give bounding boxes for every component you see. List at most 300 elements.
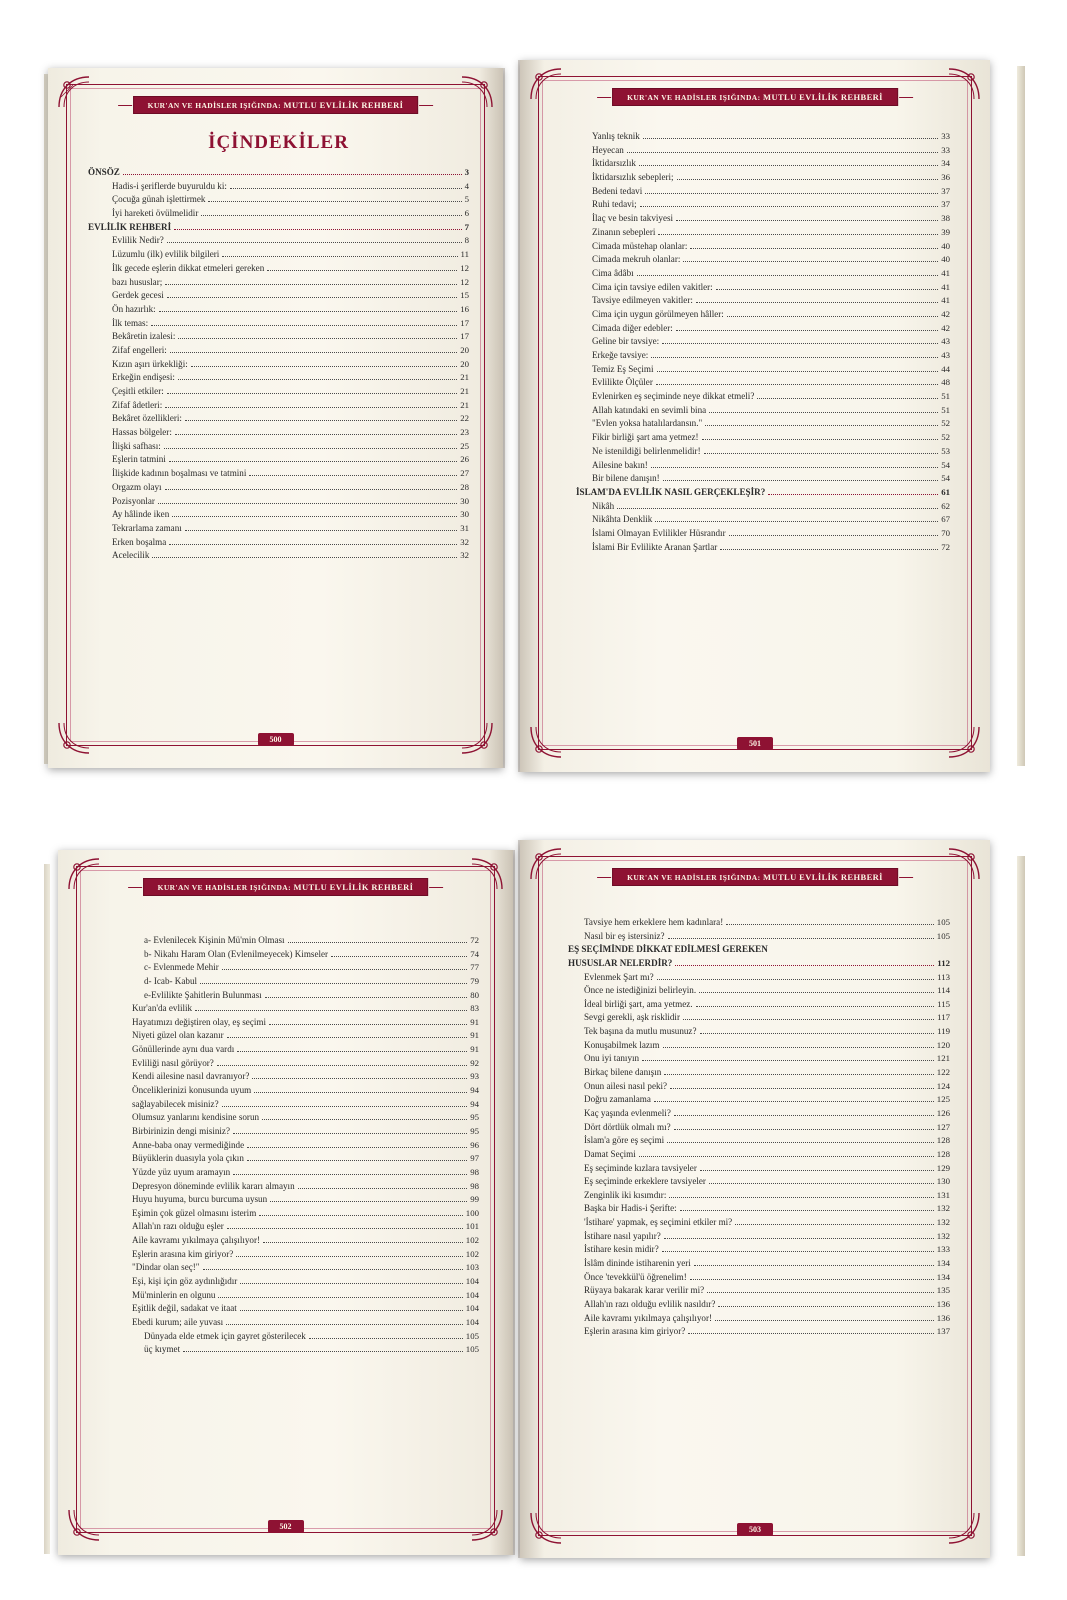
toc-entry[interactable] [560,1177,950,1186]
toc-leader-dots [657,365,939,372]
toc-entry-page: 72 [470,936,479,945]
toc-leader-dots [696,296,938,303]
toc-entry-label: Fikir birliği şart ama yetmez! [592,432,699,443]
toc-entry-page: 122 [936,1067,950,1078]
toc-entry[interactable] [88,401,469,410]
toc-entry-label: Kur'an'da evlilik [132,1003,193,1014]
toc-entry[interactable] [108,950,479,959]
toc-entry[interactable] [560,1013,950,1022]
toc-entry-label: Ebedi kurum; aile yuvası [132,1316,224,1327]
toc-entry[interactable] [568,502,950,511]
toc-leader-dots [696,1000,935,1007]
toc-entry-label: b- Nikahı Haram Olan (Evlenilmeyecek) Kimseler [144,948,329,959]
toc-entry[interactable] [108,1141,479,1150]
toc-entry[interactable] [560,959,950,968]
toc-entry[interactable] [88,278,469,287]
toc-entry[interactable] [88,455,469,464]
toc-entry[interactable] [88,360,469,369]
toc-entry[interactable] [108,1154,479,1163]
toc-leader-dots [123,168,462,175]
toc-entry-label: Allah katındaki en sevimli bina [592,404,707,415]
toc-entry[interactable] [568,365,950,374]
book-page-503 [520,840,990,1558]
toc-entry-label: Niyeti güzel olan kazanır [132,1030,224,1041]
toc-entry-label: a- Evlenilecek Kişinin Mü'min Olması [144,936,285,945]
toc-entry[interactable] [108,1304,479,1313]
toc-leader-dots [247,1154,467,1161]
toc-entry-label: Bedeni tedavi [592,185,643,196]
toc-entry-page: 96 [470,1139,479,1150]
toc-entry-label: Birbirinizin dengi misiniz? [132,1125,230,1136]
toc-leader-dots [152,551,457,558]
toc-entry-page: 17 [460,331,469,342]
toc-leader-dots [298,1182,468,1189]
toc-entry[interactable] [568,146,950,155]
toc-entry[interactable] [108,1277,479,1286]
toc-entry[interactable] [560,1027,950,1036]
toc-entry-page: 132 [936,1203,950,1214]
toc-entry[interactable] [568,515,950,524]
toc-entry-page: 104 [465,1289,479,1300]
toc-entry-page: 33 [941,132,950,141]
toc-leader-dots [159,305,458,312]
toc-entry-page: 121 [936,1053,950,1064]
toc-entry-label: Dünyada elde etmek için gayret gösterilecek [144,1330,306,1341]
toc-entry-page: 17 [460,317,469,328]
toc-list-page-500 [88,168,469,560]
toc-entry-page: 133 [936,1244,950,1255]
toc-entry[interactable] [568,228,950,237]
toc-entry[interactable] [560,1150,950,1159]
toc-entry-page: 104 [465,1316,479,1327]
toc-entry-page: 130 [936,1176,950,1187]
toc-entry-page: 25 [460,440,469,451]
toc-entry-label: Önce ne istediğinizi belirleyin. [584,985,697,996]
toc-leader-dots [200,977,467,984]
toc-entry-label: İSLAM'DA EVLİLİK NASIL GERÇEKLEŞİR? [576,486,766,497]
toc-entry[interactable] [88,387,469,396]
toc-entry-page: 114 [937,985,950,996]
corner-ornament-icon [57,75,91,109]
toc-entry[interactable] [88,291,469,300]
toc-entry[interactable] [108,1031,479,1040]
corner-ornament-icon [529,67,563,101]
toc-entry[interactable] [568,419,950,428]
toc-entry[interactable] [108,1168,479,1177]
running-head-sub: MUTLU EVLİLİK REHBERİ [763,872,883,882]
toc-leader-dots [729,529,939,536]
toc-entry[interactable] [108,1127,479,1136]
toc-entry-label: Cima için tavsiye edilen vakitler: [592,281,713,292]
toc-leader-dots [265,991,468,998]
running-head [612,868,898,886]
toc-entry[interactable] [568,392,950,401]
toc-entry[interactable] [108,991,479,1000]
toc-entry-page: 43 [941,350,950,360]
toc-entry[interactable] [560,1068,950,1077]
toc-entry-label: İdeal birliği şart, ama yetmez. [584,998,693,1009]
toc-leader-dots [757,392,938,399]
toc-leader-dots [262,1113,467,1120]
toc-entry[interactable] [88,414,469,423]
toc-entry[interactable] [560,1095,950,1104]
toc-entry[interactable] [560,1327,950,1336]
toc-entry-page: 105 [936,918,950,927]
toc-entry-page: 83 [470,1003,479,1014]
toc-entry-page: 119 [937,1026,950,1037]
running-head-main: KUR'AN VE HADİSLER IŞIĞINDA: [627,93,761,102]
toc-entry-page: 95 [470,1112,479,1123]
toc-entry[interactable] [108,1086,479,1095]
toc-leader-dots [165,278,457,285]
toc-entry-page: 11 [460,249,469,260]
toc-entry[interactable] [568,488,950,497]
toc-entry-label: Başka bir Hadis-i Şerifte: [584,1203,677,1214]
toc-leader-dots [662,337,938,344]
toc-entry[interactable] [560,986,950,995]
toc-entry[interactable] [560,1259,950,1268]
toc-leader-dots [677,173,939,180]
toc-entry[interactable] [560,1314,950,1323]
toc-entry-page: 12 [460,276,469,287]
toc-entry[interactable] [560,1082,950,1091]
toc-leader-dots [639,1150,934,1157]
toc-entry[interactable] [568,543,950,552]
toc-list-page-502 [108,936,479,1354]
toc-entry-label: Aile kavramı yıkılmaya çalışılıyor! [584,1312,713,1323]
toc-list-page-503 [560,918,950,1336]
toc-entry[interactable] [568,406,950,415]
toc-entry-label: Eşlerin tatmini [112,454,166,465]
toc-entry[interactable] [560,1218,950,1227]
toc-leader-dots [331,950,467,957]
toc-entry[interactable] [560,918,950,927]
page-title: İÇİNDEKİLER [208,132,349,153]
toc-leader-dots [201,209,461,216]
corner-ornament-icon [947,725,981,759]
toc-entry[interactable] [88,538,469,547]
running-head-sub: MUTLU EVLİLİK REHBERİ [283,100,404,110]
toc-entry[interactable] [108,1209,479,1218]
toc-leader-dots [664,1068,934,1075]
toc-leader-dots [175,428,457,435]
toc-entry[interactable] [568,255,950,264]
toc-entry-page: 20 [460,358,469,369]
toc-entry[interactable] [568,173,950,182]
toc-leader-dots [185,524,457,531]
toc-entry[interactable] [108,1318,479,1327]
toc-entry[interactable] [560,1109,950,1118]
toc-entry-label: Cima âdâbı [592,267,634,278]
toc-entry[interactable] [568,447,950,456]
toc-leader-dots [694,1259,934,1266]
toc-leader-dots [240,1304,463,1311]
toc-entry[interactable] [88,236,469,245]
toc-entry[interactable] [560,1245,950,1254]
toc-entry-page: 22 [460,413,469,424]
toc-leader-dots [720,543,938,550]
toc-leader-dots [172,510,457,517]
toc-leader-dots [195,1004,467,1011]
toc-leader-dots [254,1086,467,1093]
toc-entry[interactable] [108,1018,479,1027]
toc-entry[interactable] [560,1300,950,1309]
toc-entry[interactable] [568,433,950,442]
toc-entry-page: 61 [941,486,950,497]
toc-leader-dots [707,1286,934,1293]
toc-entry[interactable] [560,1164,950,1173]
book-page-500 [48,68,503,768]
toc-entry[interactable] [108,1059,479,1068]
toc-entry-label: Zenginlik iki kısımdır: [584,1189,667,1200]
toc-entry[interactable] [568,242,950,251]
toc-entry[interactable] [568,337,950,346]
toc-leader-dots [658,228,938,235]
toc-leader-dots [233,1168,467,1175]
toc-entry-page: 5 [464,194,469,205]
toc-entry[interactable] [88,332,469,341]
toc-entry[interactable] [108,1263,479,1272]
toc-entry[interactable] [108,1072,479,1081]
toc-entry[interactable] [568,214,950,223]
toc-entry-label: Zifaf âdetleri: [112,399,163,410]
toc-entry-page: 128 [936,1135,950,1146]
toc-entry-label: Cimada mekruh olanlar: [592,254,681,265]
toc-entry[interactable] [108,1182,479,1191]
toc-entry[interactable] [108,1332,479,1341]
toc-entry[interactable] [560,1232,950,1241]
toc-entry-label: Anne-baba onay vermediğinde [132,1139,245,1150]
toc-entry[interactable] [108,963,479,972]
toc-entry[interactable] [568,474,950,483]
toc-entry[interactable] [108,1222,479,1231]
corner-ornament-icon [460,75,494,109]
toc-entry-label: Kızın aşırı ürkekliği: [112,358,188,369]
toc-entry[interactable] [88,373,469,382]
toc-entry-page: 32 [460,536,469,547]
toc-entry[interactable] [560,1191,950,1200]
toc-entry[interactable] [108,977,479,986]
toc-entry-label: EŞ SEÇİMİNDE DİKKAT EDİLMESİ GEREKEN [568,944,768,955]
toc-entry-page: 128 [936,1148,950,1159]
toc-entry-label: Tavsiye hem erkeklere hem kadınlara! [584,918,724,927]
toc-entry[interactable] [88,497,469,506]
toc-entry[interactable] [560,1054,950,1063]
toc-entry-page: 95 [470,1125,479,1136]
toc-entry[interactable] [88,250,469,259]
toc-entry[interactable] [88,483,469,492]
toc-entry[interactable] [108,1004,479,1013]
toc-leader-dots [627,146,938,153]
toc-leader-dots [151,319,457,326]
toc-entry[interactable] [560,1204,950,1213]
page-edge-stack-left [44,864,50,1554]
toc-entry-page: 37 [941,199,950,210]
toc-entry[interactable] [108,1236,479,1245]
toc-entry[interactable] [88,264,469,273]
toc-entry-label: Eşlerin arasına kim giriyor? [584,1326,686,1337]
book-page-501 [520,60,990,772]
toc-leader-dots [222,963,467,970]
toc-entry-label: Temiz Eş Seçimi [592,363,654,374]
toc-entry[interactable] [108,1291,479,1300]
toc-entry-label: Pozisyonlar [112,495,155,506]
toc-leader-dots [167,236,462,243]
toc-entry-label: Çeşitli etkiler: [112,386,164,396]
toc-entry[interactable] [560,1000,950,1009]
toc-entry[interactable] [88,442,469,451]
toc-entry-page: 4 [464,180,469,191]
toc-leader-dots [178,373,457,380]
toc-leader-dots [700,1164,934,1171]
toc-entry[interactable] [560,945,950,954]
toc-entry-page: 41 [941,267,950,278]
toc-entry-label: "Evlen yoksa hatalılardansın." [592,418,703,429]
toc-entry[interactable] [568,132,950,141]
toc-entry-label: Cima için uygun görülmeyen hâller: [592,308,724,319]
toc-entry[interactable] [560,1136,950,1145]
toc-entry-page: 105 [936,930,950,941]
toc-leader-dots [670,1082,934,1089]
toc-entry-label: Ruhi tedavi; [592,199,637,210]
toc-entry[interactable] [88,428,469,437]
toc-entry-page: 41 [941,281,950,292]
toc-entry[interactable] [568,296,950,305]
toc-entry[interactable] [568,159,950,168]
toc-leader-dots [158,497,457,504]
toc-entry-label: Önceliklerinizi konusunda uyum [132,1085,252,1096]
toc-entry[interactable] [560,1041,950,1050]
toc-entry-label: Kendi ailesine nasıl davranıyor? [132,1071,250,1082]
toc-entry-page: 91 [470,1044,479,1055]
toc-entry-label: İslâm dininde istiharenin yeri [584,1258,691,1269]
toc-entry[interactable] [568,529,950,538]
toc-entry[interactable] [88,209,469,218]
toc-entry[interactable] [568,200,950,209]
toc-leader-dots [167,291,457,298]
toc-entry[interactable] [568,378,950,387]
toc-entry[interactable] [88,195,469,204]
toc-leader-dots [716,283,938,290]
toc-entry[interactable] [88,223,469,232]
toc-entry[interactable] [88,510,469,519]
toc-entry[interactable] [88,524,469,533]
toc-entry-page: 132 [936,1230,950,1241]
toc-entry[interactable] [568,187,950,196]
toc-entry-page: 7 [464,221,469,232]
toc-entry-label: İlk gecede eşlerin dikkat etmeleri gereken [112,262,265,273]
toc-entry[interactable] [560,973,950,982]
toc-entry[interactable] [560,932,950,941]
toc-entry[interactable] [108,936,479,945]
toc-entry-page: 54 [941,459,950,470]
toc-leader-dots [236,1250,463,1257]
toc-entry-page: 136 [936,1298,950,1309]
toc-entry[interactable] [88,469,469,478]
toc-entry-label: Heyecan [592,144,624,155]
toc-entry-page: 125 [936,1094,950,1105]
toc-entry[interactable] [88,182,469,191]
toc-leader-dots [699,986,934,993]
toc-entry[interactable] [560,1286,950,1295]
toc-entry-label: Eşitlik değil, sadakat ve itaat [132,1303,237,1314]
toc-entry[interactable] [568,283,950,292]
toc-entry-page: 39 [941,226,950,237]
toc-entry-page: 12 [460,262,469,273]
toc-entry-label: Ay hâlinde iken [112,509,170,520]
toc-entry[interactable] [88,346,469,355]
toc-leader-dots [709,406,938,413]
toc-entry-label: Rüyaya bakarak karar verilir mi? [584,1285,705,1296]
toc-entry-page: 15 [460,290,469,301]
toc-entry[interactable] [568,351,950,360]
toc-entry-page: 26 [460,454,469,465]
toc-leader-dots [637,269,939,276]
toc-entry-label: EVLİLİK REHBERİ [88,221,172,232]
toc-entry[interactable] [108,1250,479,1259]
toc-entry[interactable] [108,1345,479,1354]
toc-entry-label: Cimada diğer edebler: [592,322,673,333]
toc-leader-dots [709,1177,934,1184]
running-head [143,878,429,896]
toc-entry-page: 72 [941,541,950,552]
toc-entry[interactable] [108,1195,479,1204]
toc-leader-dots [702,433,939,440]
toc-entry-label: Ailesine bakın! [592,459,648,470]
toc-entry-label: ÖNSÖZ [88,167,120,177]
toc-leader-dots [655,515,938,522]
toc-leader-dots [643,132,938,139]
toc-entry[interactable] [568,461,950,470]
toc-entry[interactable] [88,319,469,328]
toc-entry-label: c- Evlenmede Mehir [144,962,219,973]
toc-entry-page: 41 [941,295,950,306]
toc-entry[interactable] [560,1123,950,1132]
toc-entry[interactable] [88,168,469,177]
toc-entry-label: Zinanın sebepleri [592,226,656,237]
toc-entry[interactable] [88,551,469,560]
toc-entry-page: 102 [465,1248,479,1259]
toc-entry[interactable] [560,1273,950,1282]
toc-entry-page: 34 [941,158,950,169]
toc-entry-label: Bir bilene danışın! [592,473,660,484]
toc-entry[interactable] [568,310,950,319]
toc-leader-dots [645,187,938,194]
toc-entry[interactable] [108,1113,479,1122]
toc-entry-page: 20 [460,344,469,355]
toc-leader-dots [683,1013,934,1020]
toc-entry[interactable] [568,269,950,278]
toc-entry-label: Birkaç bilene danışın [584,1067,662,1078]
toc-entry-label: e-Evlilikte Şahitlerin Bulunması [144,989,262,1000]
toc-leader-dots [263,1236,463,1243]
toc-entry-page: 126 [936,1107,950,1118]
toc-leader-dots [178,332,457,339]
toc-entry-page: 21 [460,386,469,396]
toc-entry-label: Huyu huyuma, burcu burcuma uysun [132,1194,268,1205]
running-head-main: KUR'AN VE HADİSLER IŞIĞINDA: [157,883,291,892]
toc-entry[interactable] [568,324,950,333]
toc-entry[interactable] [108,1045,479,1054]
toc-leader-dots [218,1291,462,1298]
toc-entry-label: "Dindar olan seç!" [132,1262,200,1273]
toc-entry[interactable] [108,1100,479,1109]
toc-entry[interactable] [88,305,469,314]
toc-entry-page: 129 [936,1162,950,1173]
toc-leader-dots [617,502,938,509]
toc-leader-dots [217,1059,467,1066]
running-head-main: KUR'AN VE HADİSLER IŞIĞINDA: [627,873,761,882]
